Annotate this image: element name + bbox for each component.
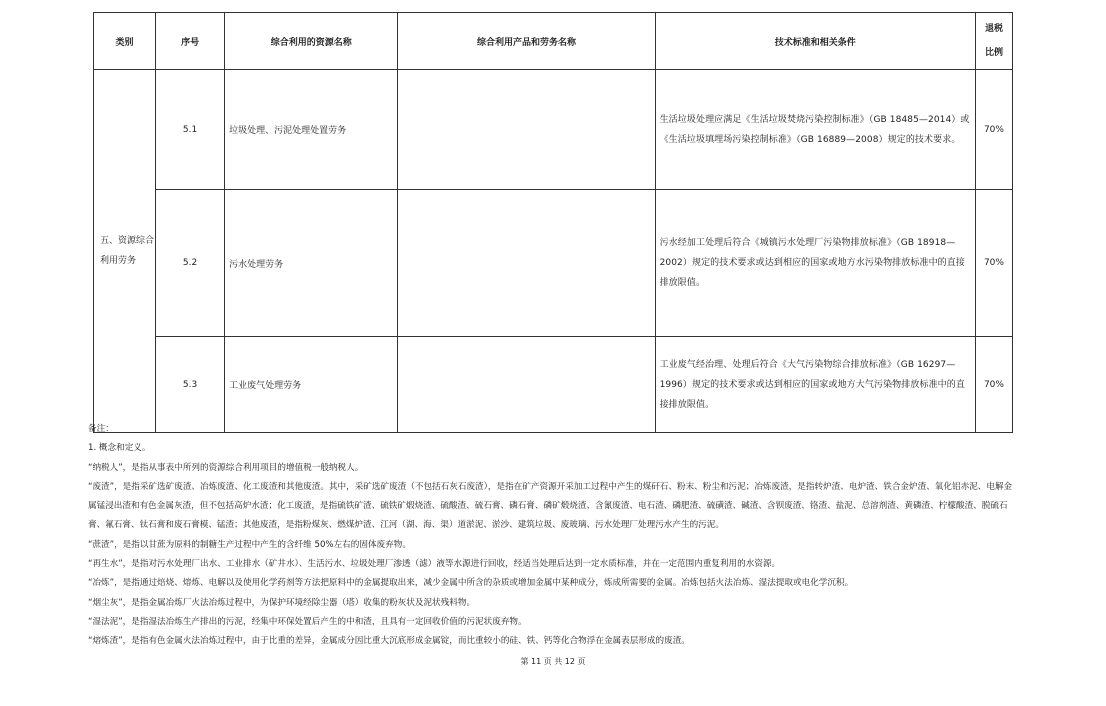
seq-cell: 5.1 xyxy=(156,70,225,190)
resource-utilization-table xyxy=(93,12,1013,433)
resource-cell: 污水处理劳务 xyxy=(225,190,398,337)
ratio-cell: 70% xyxy=(975,70,1012,190)
header-seq: 序号 xyxy=(156,13,225,70)
note-item: “烟尘灰”，是指金属冶炼厂火法冶炼过程中，为保护环境经除尘器（塔）收集的粉灰状及泥状残料物。 xyxy=(88,597,476,608)
product-cell xyxy=(398,337,655,433)
product-cell xyxy=(398,70,655,190)
table-header-row xyxy=(94,13,1013,70)
note-item: “熔炼渣”，是指有色金属火法冶炼过程中，由于比重的差异，金属成分因比重大沉底形成金属锭，而比重较小的硅、铁、钙等化合物浮在金属表层形成的废渣。 xyxy=(88,636,690,647)
table-row xyxy=(94,190,1013,337)
standard-cell: 生活垃圾处理应满足《生活垃圾焚烧污染控制标准》（GB 18485—2014）或《生活垃圾填埋场污染控制标准》（GB 16889—2008）规定的技术要求。 xyxy=(655,70,975,190)
header-ratio-line1: 退税 xyxy=(984,24,1003,34)
notes-section-title: 1. 概念和定义。 xyxy=(88,443,151,454)
table-row xyxy=(94,70,1013,190)
header-ratio xyxy=(975,13,1012,70)
standard-cell: 工业废气经治理、处理后符合《大气污染物综合排放标准》（GB 16297—1996）规定的技术要求或达到相应的国家或地方大气污染物排放标准中的直接排放限值。 xyxy=(655,337,975,433)
note-item: “再生水”，是指对污水处理厂出水、工业排水（矿井水）、生活污水、垃圾处理厂渗透（滤）液等水源进行回收，经适当处理后达到一定水质标准，并在一定范围内重复利用的水资源。 xyxy=(88,559,781,570)
notes-heading: 备注： xyxy=(88,424,114,434)
note-item: “湿法泥”，是指湿法冶炼生产排出的污泥，经集中环保处置后产生的中和渣，且具有一定回收价值的污泥状废弃物。 xyxy=(88,616,527,627)
table-row xyxy=(94,337,1013,433)
product-cell xyxy=(398,190,655,337)
ratio-cell: 70% xyxy=(975,337,1012,433)
category-cell: 五、资源综合利用劳务 xyxy=(94,70,156,433)
page-number: 第 11 页 共 12 页 xyxy=(520,657,586,666)
ratio-cell: 70% xyxy=(975,190,1012,337)
notes-section xyxy=(88,420,1018,652)
header-product: 综合利用产品和劳务名称 xyxy=(398,13,655,70)
header-category: 类别 xyxy=(94,13,156,70)
seq-cell: 5.2 xyxy=(156,190,225,337)
header-standard: 技术标准和相关条件 xyxy=(655,13,975,70)
header-resource: 综合利用的资源名称 xyxy=(225,13,398,70)
header-ratio-line2: 比例 xyxy=(984,48,1003,58)
note-item: “纳税人”，是指从事表中所列的资源综合利用项目的增值税一般纳税人。 xyxy=(88,462,364,473)
resource-cell: 垃圾处理、污泥处理处置劳务 xyxy=(225,70,398,190)
resource-cell: 工业废气处理劳务 xyxy=(225,337,398,433)
seq-cell: 5.3 xyxy=(156,337,225,433)
note-item: “蔗渣”，是指以甘蔗为原料的制糖生产过程中产生的含纤维 50%左右的固体废弃物。 xyxy=(88,539,411,550)
note-item: “废渣”，是指采矿选矿废渣、冶炼废渣、化工废渣和其他废渣。其中，采矿选矿废渣（不包括石灰石废渣），是指在矿产资源开采加工过程中产生的煤矸石、粉末、粉尘和污泥；冶炼废渣，是指转炉渣、电炉渣、铁合金炉渣、氧化铝赤泥、电解金属锰浸出渣和有色金属灰渣，但不包括高炉水渣；化工废渣，是指硫铁矿渣、硫铁矿煅烧渣、硫酸渣、硫石膏、磷石膏、磷矿煅烧渣、含氰废渣、电石渣、磷肥渣、硫磺渣、碱渣、含钡废渣、铬渣、盐泥、总溶剂渣、黄磷渣、柠檬酸渣、脱硫石膏、氟石膏、钛石膏和废石膏模、锰渣；其他废渣，是指粉煤灰、燃煤炉渣、江河（湖、海、渠）道淤泥、淤沙、建筑垃圾、废玻璃、污水处理厂处理污水产生的污泥。 xyxy=(88,481,1013,531)
standard-cell: 污水经加工处理后符合《城镇污水处理厂污染物排放标准》（GB 18918—2002）规定的技术要求或达到相应的国家或地方水污染物排放标准中的直接排放限值。 xyxy=(655,190,975,337)
note-item: “冶炼”，是指通过焙烧、熔炼、电解以及使用化学药剂等方法把原料中的金属提取出来，减少金属中所含的杂质或增加金属中某种成分，炼成所需要的金属。冶炼包括火法冶炼、湿法提取或电化学沉积。 xyxy=(88,578,854,589)
